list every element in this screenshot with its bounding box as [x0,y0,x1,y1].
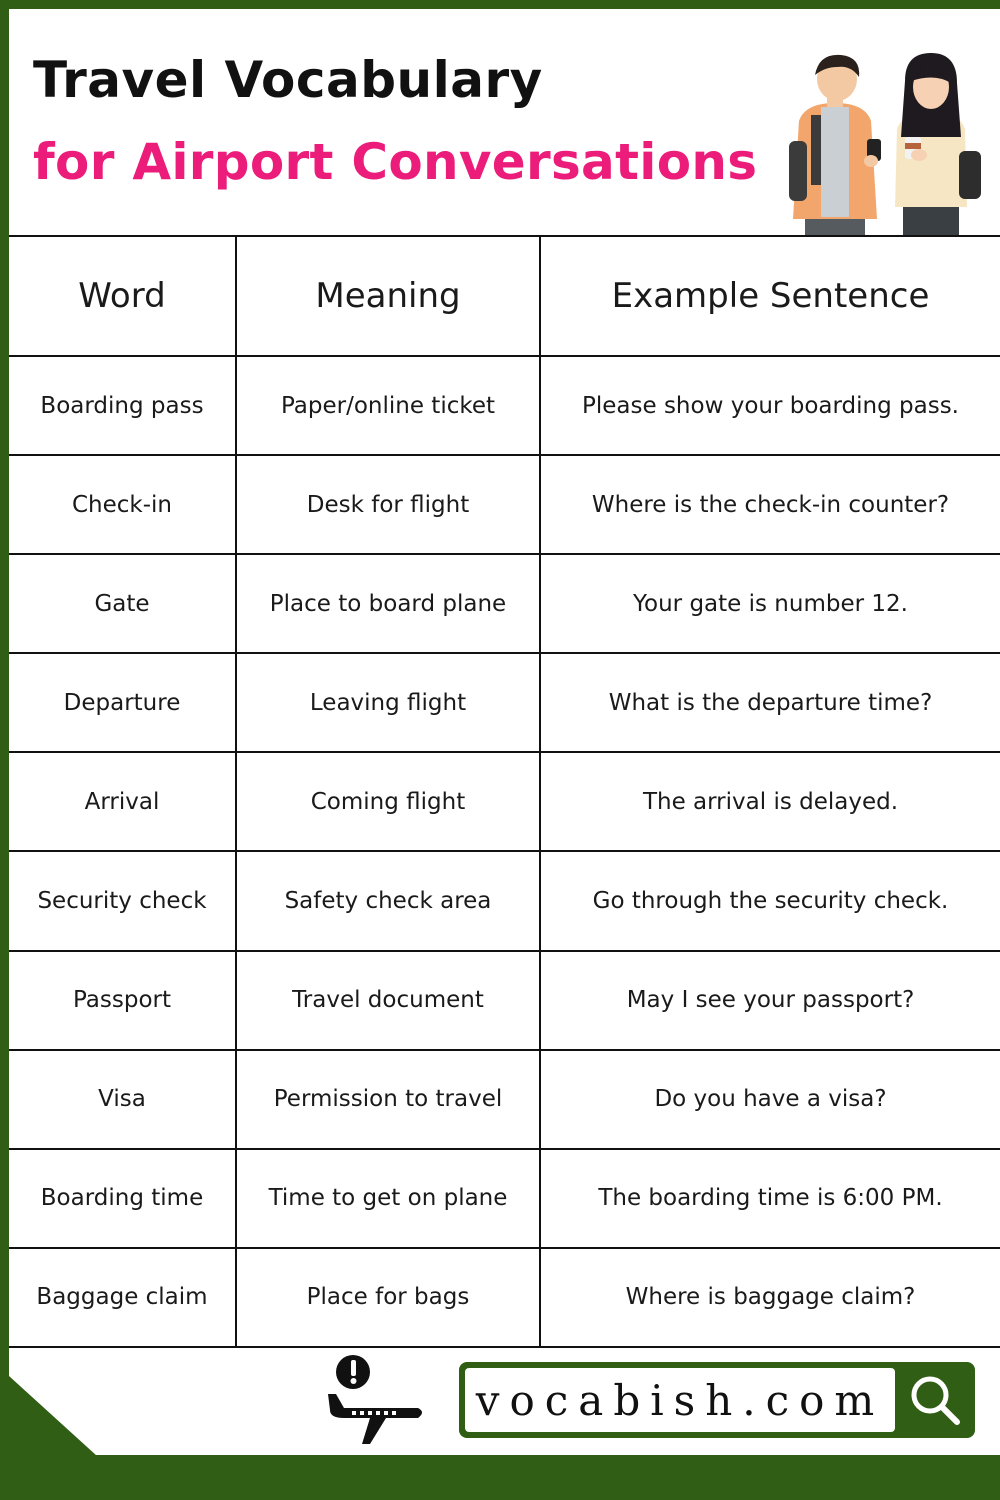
example-cell: Do you have a visa? [540,1050,1000,1149]
vocabulary-table [9,235,1000,1348]
search-icon [905,1370,965,1430]
travelers-illustration [785,51,991,235]
meaning-cell: Time to get on plane [236,1149,540,1248]
table-row [9,1050,1000,1149]
word-cell: Gate [9,554,236,653]
brand-box [465,1368,895,1432]
meaning-cell: Paper/online ticket [236,356,540,455]
word-cell: Departure [9,653,236,752]
example-cell: Your gate is number 12. [540,554,1000,653]
table-row [9,851,1000,950]
table-row [9,951,1000,1050]
table-header-row [9,236,1000,356]
meaning-cell: Place for bags [236,1248,540,1347]
table-row [9,1149,1000,1248]
word-cell: Baggage claim [9,1248,236,1347]
brand-url: vocabish.com [475,1375,885,1425]
table-row [9,752,1000,851]
vocabulary-card [9,9,1000,1455]
corner-decoration [9,1376,97,1456]
example-cell: May I see your passport? [540,951,1000,1050]
page-subtitle: for Airport Conversations [33,133,758,191]
example-cell: Where is the check-in counter? [540,455,1000,554]
meaning-cell: Leaving flight [236,653,540,752]
example-cell: Go through the security check. [540,851,1000,950]
girl-figure [895,53,981,235]
airplane-alert-icon [322,1354,426,1446]
word-cell: Security check [9,851,236,950]
meaning-cell: Travel document [236,951,540,1050]
table-row [9,455,1000,554]
table-row [9,1248,1000,1347]
page-title: Travel Vocabulary [33,51,543,109]
brand-search-bar [459,1362,975,1438]
header-word: Word [9,236,236,356]
example-cell: Where is baggage claim? [540,1248,1000,1347]
table-row [9,554,1000,653]
example-cell: What is the departure time? [540,653,1000,752]
example-cell: The arrival is delayed. [540,752,1000,851]
example-cell: The boarding time is 6:00 PM. [540,1149,1000,1248]
meaning-cell: Coming flight [236,752,540,851]
word-cell: Check-in [9,455,236,554]
meaning-cell: Desk for flight [236,455,540,554]
word-cell: Boarding time [9,1149,236,1248]
meaning-cell: Safety check area [236,851,540,950]
table-row [9,653,1000,752]
meaning-cell: Place to board plane [236,554,540,653]
word-cell: Arrival [9,752,236,851]
header-example-sentence: Example Sentence [540,236,1000,356]
meaning-cell: Permission to travel [236,1050,540,1149]
word-cell: Passport [9,951,236,1050]
word-cell: Boarding pass [9,356,236,455]
boy-figure [789,55,881,235]
table-row [9,356,1000,455]
example-cell: Please show your boarding pass. [540,356,1000,455]
word-cell: Visa [9,1050,236,1149]
header-meaning: Meaning [236,236,540,356]
